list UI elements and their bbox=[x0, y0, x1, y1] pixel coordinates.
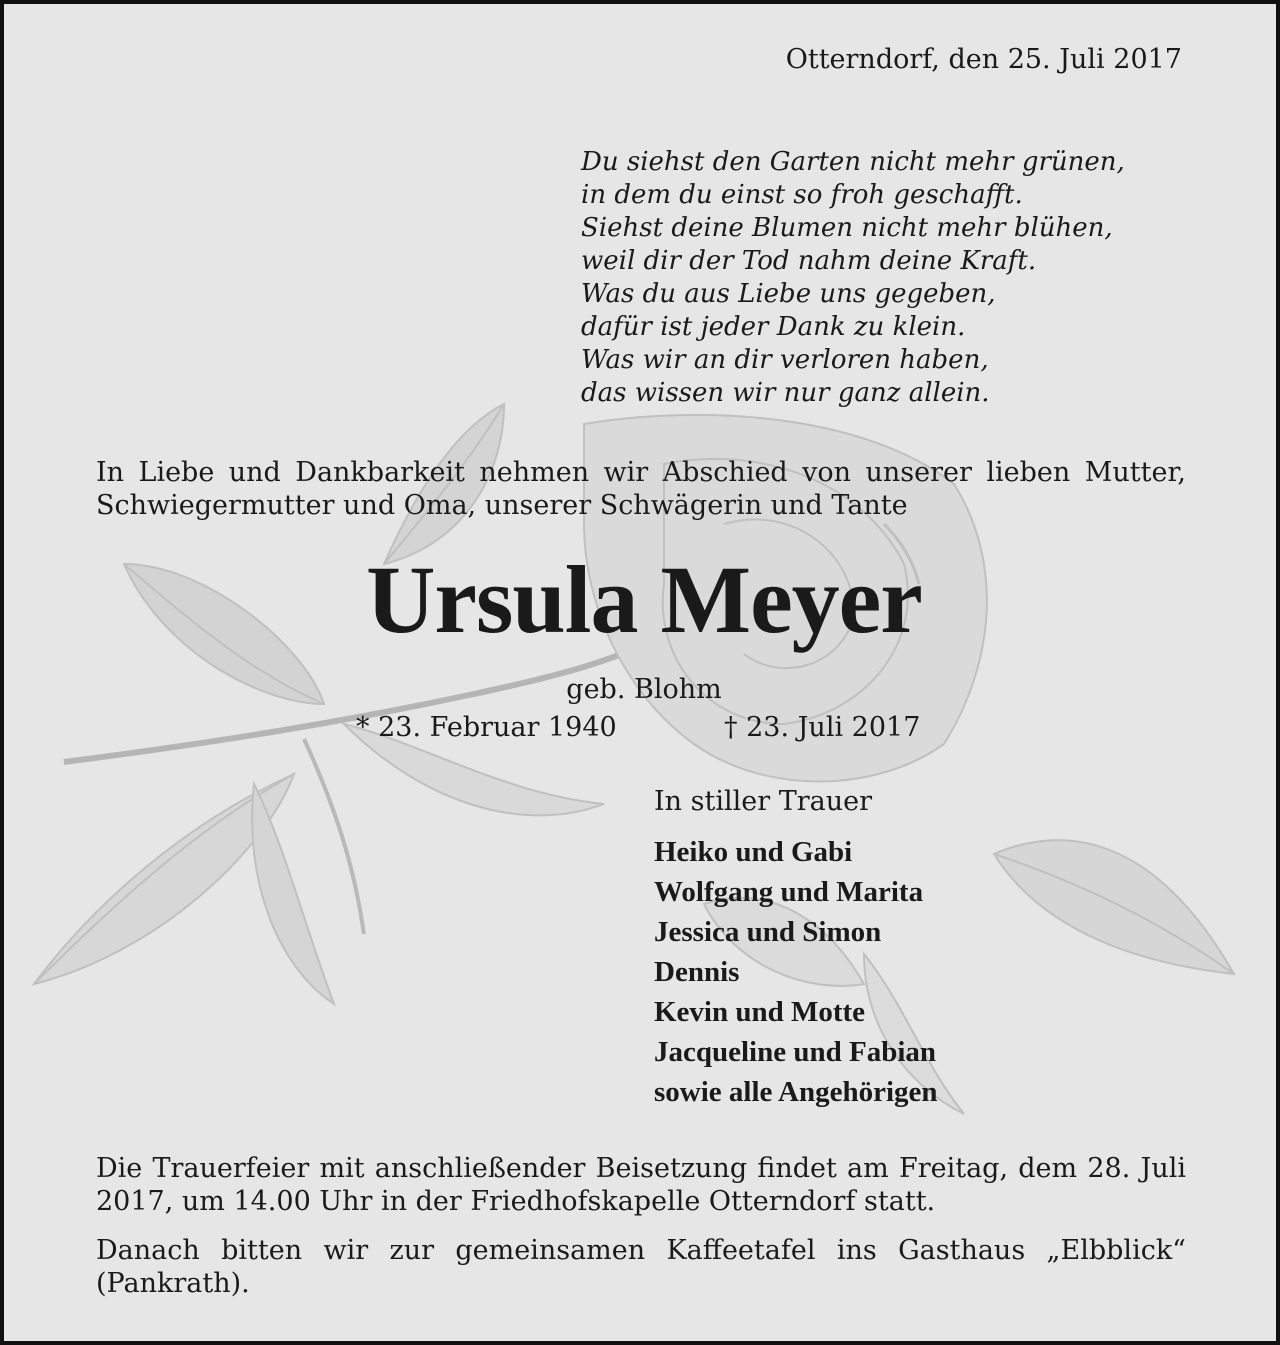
mourner: sowie alle Angehörigen bbox=[654, 1076, 938, 1108]
mourner: Jacqueline und Fabian bbox=[654, 1036, 937, 1068]
coffee-info: Danach bitten wir zur gemeinsamen Kaffeetafel ins Gasthaus „Elbblick“ (Pankrath). bbox=[96, 1235, 1186, 1299]
birth-date: * 23. Februar 1940 bbox=[356, 712, 617, 743]
poem-line: Was wir an dir verloren haben, bbox=[581, 345, 989, 375]
mourner: Jessica und Simon bbox=[654, 916, 882, 948]
poem-line: dafür ist jeder Dank zu klein. bbox=[581, 312, 966, 342]
mourner: Kevin und Motte bbox=[654, 996, 866, 1028]
mourner: Dennis bbox=[654, 956, 740, 988]
poem-line: weil dir der Tod nahm deine Kraft. bbox=[581, 246, 1037, 276]
poem-line: Was du aus Liebe uns gegeben, bbox=[581, 279, 996, 309]
death-date: † 23. Juli 2017 bbox=[724, 712, 921, 743]
place-date: Otterndorf, den 25. Juli 2017 bbox=[785, 44, 1182, 75]
deceased-name: Ursula Meyer bbox=[366, 546, 922, 653]
poem-line: Siehst deine Blumen nicht mehr blühen, bbox=[581, 213, 1113, 243]
mourners-list bbox=[654, 832, 938, 1112]
poem-line: in dem du einst so froh geschafft. bbox=[581, 180, 1023, 210]
mourning-label: In stiller Trauer bbox=[654, 786, 873, 817]
mourner: Heiko und Gabi bbox=[654, 836, 853, 868]
birth-name: geb. Blohm bbox=[566, 674, 722, 705]
mourner: Wolfgang und Marita bbox=[654, 876, 924, 908]
service-info: Die Trauerfeier mit anschließender Beisetzung findet am Freitag, dem 28. Juli 2017, um 14.00 Uhr in der Friedhofskapelle Otterndorf statt. bbox=[96, 1153, 1186, 1217]
poem-line: Du siehst den Garten nicht mehr grünen, bbox=[581, 147, 1125, 177]
intro-text: In Liebe und Dankbarkeit nehmen wir Abschied von unserer lieben Mutter, Schwiegermutter und Oma, unserer Schwägerin und Tante bbox=[96, 457, 1186, 521]
poem bbox=[581, 146, 1125, 410]
poem-line: das wissen wir nur ganz allein. bbox=[581, 378, 990, 408]
